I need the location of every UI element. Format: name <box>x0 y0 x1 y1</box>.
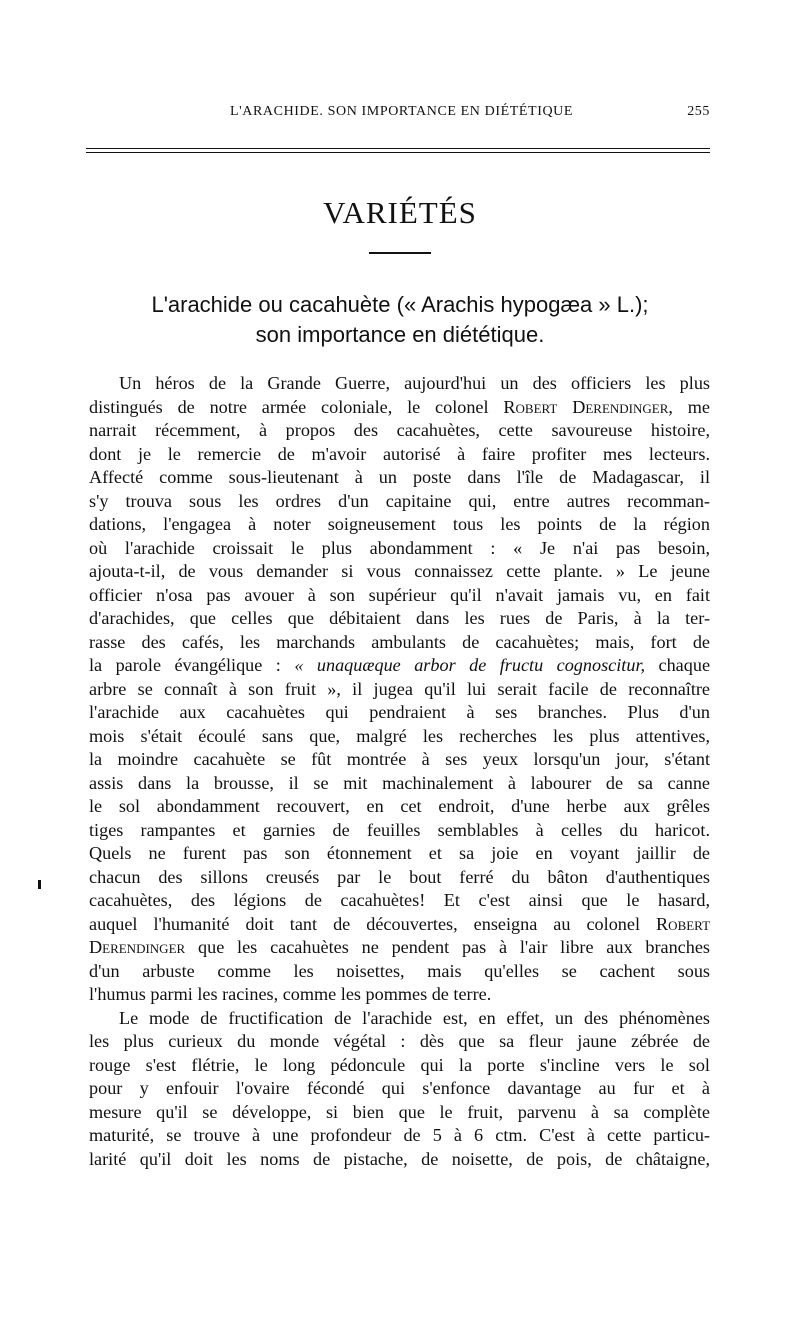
text-line: dont je le remercie de m'avoir autorisé à faire profiter mes lecteurs. <box>89 443 710 464</box>
text-line: ajouta-t-il, de vous demander si vous connaissez cette plante. » Le jeune <box>89 561 710 581</box>
text-line: larité qu'il doit les noms de pistache, de noisette, de pois, de châtaigne, <box>89 1148 710 1169</box>
article-title <box>100 290 700 350</box>
person-first-name: Robert <box>656 913 711 934</box>
person-name: Robert Derendinger, <box>503 396 673 417</box>
text-line: l'humus parmi les racines, comme les pommes de terre. <box>89 984 492 1004</box>
article-body <box>89 372 710 1171</box>
text-line: d'arachides, que celles que débitaient dans les rues de Paris, à la ter- <box>89 608 710 628</box>
text-line: cacahuètes, des légions de cacahuètes! Et c'est ainsi que le hasard, <box>89 890 710 910</box>
text-line: dations, l'engagea à noter soigneusement tous les points de la région <box>89 514 710 534</box>
text-line: mesure qu'il se développe, si bien que le fruit, parvenu à sa complète <box>89 1101 710 1122</box>
text-line: où l'arachide croissait le plus abondamment : « Je n'ai pas besoin, <box>89 537 710 558</box>
text-line: s'y trouva sous les ordres d'un capitaine qui, entre autres recomman- <box>89 490 710 511</box>
text-line: narrait récemment, à propos des cacahuètes, cette savoureuse histoire, <box>89 420 710 440</box>
text-line: Le mode de fructification de l'arachide est, en effet, un des phénomènes <box>119 1007 710 1028</box>
text-line: l'arachide aux cacahuètes qui pendraient à ses branches. Plus d'un <box>89 702 710 722</box>
text-line: chacun des sillons creusés par le bout ferré du bâton d'authentiques <box>89 866 710 887</box>
text-line: la moindre cacahuète se fût montrée à ses yeux lorsqu'un jour, s'étant <box>89 749 710 769</box>
text-line: assis dans la brousse, il se mit machinalement à labourer de sa canne <box>89 772 710 793</box>
text-line: distingués de notre armée coloniale, le colonel Robert Derendinger, me <box>89 396 711 417</box>
text-line: d'un arbuste comme les noisettes, mais qu'elles se cachent sous <box>89 960 710 981</box>
article-title-line1: L'arachide ou cacahuète (« Arachis hypogæa » L.); <box>151 292 649 317</box>
text-line: arbre se connaît à son fruit », il jugea qu'il lui serait facile de reconnaître <box>89 678 710 699</box>
text-line: auquel l'humanité doit tant de découvertes, enseigna au colonel Robert <box>89 913 711 934</box>
latin-quote: « unaquæque arbor de fructu cognoscitur, <box>294 655 646 675</box>
text-line: maturité, se trouve à une profondeur de 5 à 6 ctm. C'est à cette particu- <box>89 1125 710 1145</box>
section-title: VARIÉTÉS <box>323 195 477 230</box>
text-line: rasse des cafés, les marchands ambulants de cacahuètes; mais, fort de <box>89 631 710 652</box>
text-line: tiges rampantes et garnies de feuilles semblables à celles du haricot. <box>89 819 710 840</box>
section-title-rule <box>369 252 431 254</box>
person-last-name: Derendinger <box>89 937 186 957</box>
text-line: les plus curieux du monde végétal : dès que sa fleur jaune zébrée de <box>89 1031 710 1051</box>
text-line: mois s'était écoulé sans que, malgré les recherches les plus attentives, <box>89 725 710 746</box>
text-line: le sol abondamment recouvert, en cet endroit, d'une herbe aux grêles <box>89 796 710 816</box>
text-line: la parole évangélique : « unaquæque arbor de fructu cognoscitur, chaque <box>89 655 711 675</box>
text-line: Quels ne furent pas son étonnement et sa joie en voyant jaillir de <box>89 843 710 863</box>
text-line: pour y enfouir l'ovaire fécondé qui s'enfonce davantage au fur et à <box>89 1078 710 1098</box>
article-title-line2: son importance en diététique. <box>255 322 545 347</box>
text-line: Affecté comme sous-lieutenant à un poste dans l'île de Madagascar, il <box>89 467 710 487</box>
margin-mark <box>38 880 41 889</box>
text-line: officier n'osa pas avouer à son supérieur qu'il n'avait jamais vu, en fait <box>89 584 710 605</box>
running-head-title: L'ARACHIDE. SON IMPORTANCE EN DIÉTÉTIQUE <box>230 104 574 119</box>
header-rule-top <box>86 148 710 149</box>
page-number: 255 <box>687 104 710 119</box>
text-line: Un héros de la Grande Guerre, aujourd'hui un des officiers les plus <box>119 373 710 393</box>
text-line: Derendinger que les cacahuètes ne pendent pas à l'air libre aux branches <box>89 937 711 957</box>
text-line: rouge s'est flétrie, le long pédoncule qui la porte s'incline vers le sol <box>89 1054 710 1075</box>
header-rule-bottom <box>86 152 710 153</box>
